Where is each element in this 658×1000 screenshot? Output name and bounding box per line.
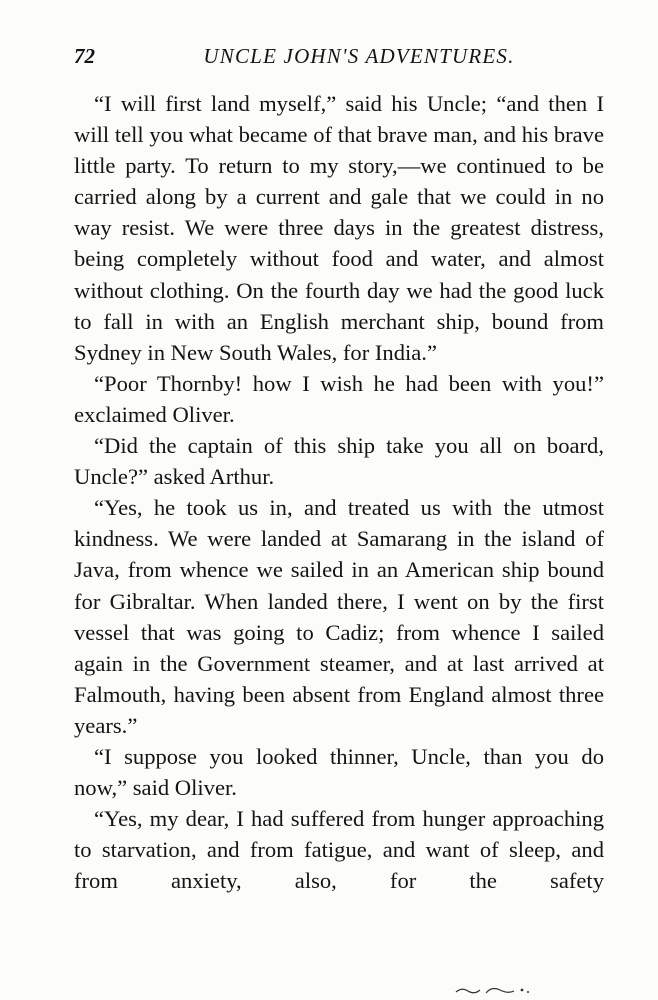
paragraph-captain-question: “Did the captain of this ship take you all on board, Uncle?” asked Arthur. (74, 433, 604, 490)
paragraph-suffered-hunger: “Yes, my dear, I had suffered from hunger approaching to starvation, and from fatigue, and want of sleep, and from anxiety, also, for the safety (74, 806, 604, 894)
paragraph-uncle-land: “I will first land myself,” said his Uncle; “and then I will tell you what became of that brave man, and his brave little party. To return to my story,—we continued to be carried along by a current and gale that we could in no way resist. We were three days in the greatest distress, being completely without food and water, and almost without clothing. On the fourth day we had the good luck to fall in with an English merchant ship, bound from Sydney in New South Wales, for India.” (74, 91, 604, 365)
paragraph-poor-thornby: “Poor Thornby! how I wish he had been with you!” exclaimed Oliver. (74, 370, 604, 427)
printer-ornament-smudge (452, 984, 542, 996)
paragraph-voyage-home: “Yes, he took us in, and treated us with the utmost kindness. We were landed at Samarang in the island of Java, from whence we sailed in an American ship bound for Gibraltar. When landed there, I went on by the first vessel that was going to Cadiz; from whence I sailed again in the Government steamer, and at last arrived at Falmouth, having been absent from England almost three years.” (74, 495, 604, 738)
page-number: 72 (74, 44, 95, 68)
paragraph-looked-thinner: “I suppose you looked thinner, Uncle, than you do now,” said Oliver. (74, 743, 604, 801)
running-title: UNCLE JOHN'S ADVENTURES. (203, 44, 515, 68)
body-text (74, 88, 604, 896)
page-header (74, 44, 604, 74)
